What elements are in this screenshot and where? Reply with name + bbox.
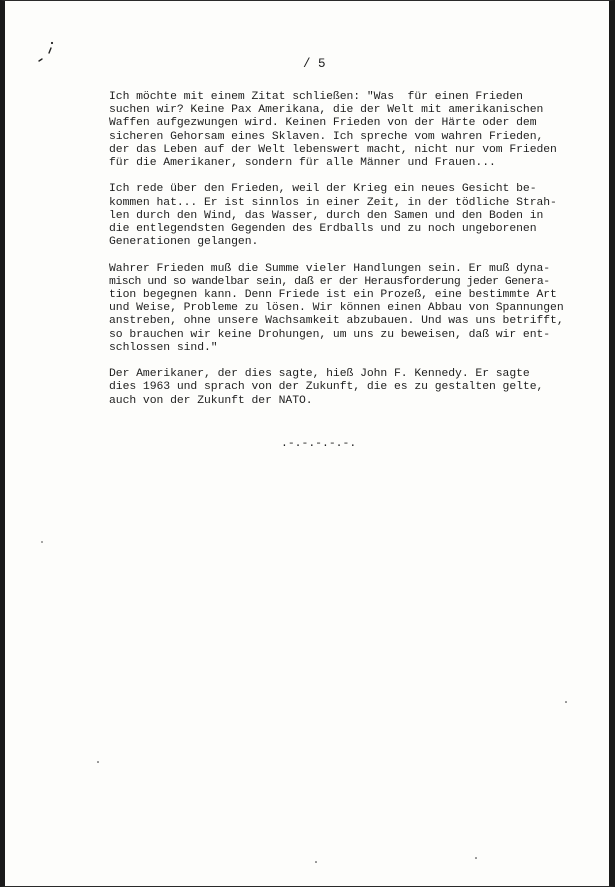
text-line: schlossen sind."	[109, 341, 218, 354]
text-line: Ich möchte mit einem Zitat schließen: "Was für einen Frieden	[109, 91, 523, 103]
text-line: Waffen aufgezwungen wird. Keinen Frieden von der Härte oder dem	[109, 117, 537, 130]
text-line: für die Amerikaner, sondern für alle Männer und Frauen...	[109, 157, 496, 170]
paragraph-kennedy	[109, 368, 579, 408]
text-line: so brauchen wir keine Drohungen, um uns zu beweisen, daß wir ent-	[109, 328, 551, 341]
page-number: / 5	[303, 57, 326, 71]
text-line: Ich rede über den Frieden, weil der Krieg ein neues Gesicht be-	[109, 183, 537, 196]
text-line: die entlegendsten Gegenden des Erdballs und zu noch ungeborenen	[109, 223, 537, 236]
scan-speck	[97, 761, 99, 763]
text-line: der das Leben auf der Welt lebenswert macht, nicht nur vom Frieden	[109, 143, 557, 156]
paragraph-true-peace	[109, 263, 579, 355]
text-line: dies 1963 und sprach von der Zukunft, die es zu gestalten gelte,	[109, 381, 544, 394]
letter-body	[109, 91, 579, 421]
paragraph-quote-intro	[109, 91, 579, 170]
text-line: Der Amerikaner, der dies sagte, hieß John F. Kennedy. Er sagte	[109, 368, 530, 381]
text-line: und Weise, Probleme zu lösen. Wir können einen Abbau von Spannungen	[109, 302, 564, 315]
margin-pen-mark	[35, 39, 59, 69]
paragraph-war-face	[109, 183, 579, 249]
text-line: len durch den Wind, das Wasser, durch den Samen und den Boden in	[109, 209, 544, 222]
text-line: kommen hat... Er ist sinnlos in einer Zeit, in der tödliche Strah-	[109, 196, 557, 209]
scan-speck	[41, 541, 43, 543]
text-line: tion begegnen kann. Denn Friede ist ein Prozeß, eine bestimmte Art	[109, 289, 557, 302]
section-separator: .-.-.-.-.-.	[281, 438, 357, 450]
text-line: Wahrer Frieden muß die Summe vieler Handlungen sein. Er muß dyna-	[109, 262, 551, 275]
text-line: auch von der Zukunft der NATO.	[109, 394, 313, 407]
text-line: suchen wir? Keine Pax Amerikana, die der Welt mit amerikanischen	[109, 104, 544, 117]
scan-speck	[475, 857, 477, 859]
text-line: sicheren Gehorsam eines Sklaven. Ich spreche vom wahren Frieden,	[109, 130, 544, 143]
text-line: anstreben, ohne unsere Wachsamkeit abzubauen. Und was uns betrifft,	[109, 315, 564, 328]
text-line: misch und so wandelbar sein, daß er der Herausforderung jeder Genera-	[109, 275, 550, 288]
text-line: Generationen gelangen.	[109, 236, 259, 249]
scan-speck	[565, 701, 567, 703]
scan-speck	[315, 861, 317, 863]
